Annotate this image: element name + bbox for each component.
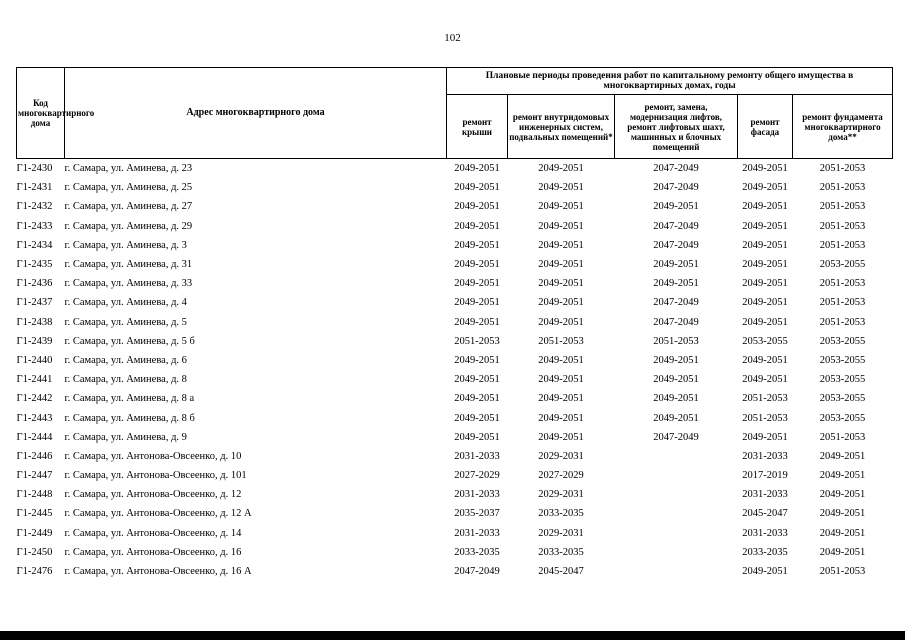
- engineering-period: 2049-2051: [538, 431, 584, 443]
- foundation-period: 2049-2051: [819, 489, 866, 501]
- engineering-period: 2029-2031: [538, 450, 584, 462]
- table-row: [17, 428, 893, 447]
- foundation-period: 2051-2053: [819, 220, 866, 232]
- engineering-period: 2049-2051: [538, 354, 584, 366]
- table-row: [17, 332, 893, 351]
- facade-period: 2053-2055: [742, 335, 788, 347]
- facade-period: 2049-2051: [742, 374, 788, 386]
- house-address: г. Самара, ул. Аминева, д. 6: [64, 354, 187, 366]
- house-code: Г1-2438: [16, 316, 53, 328]
- table-row: [17, 408, 893, 427]
- foundation-period: 2051-2053: [819, 201, 866, 213]
- elevators-period: 2049-2051: [653, 374, 699, 386]
- engineering-period: 2049-2051: [538, 182, 584, 194]
- elevators-period: 2047-2049: [653, 220, 699, 232]
- foundation-period: 2049-2051: [819, 508, 866, 520]
- engineering-period: 2033-2035: [538, 508, 584, 520]
- facade-period: 2049-2051: [742, 297, 788, 309]
- house-code: Г1-2432: [16, 201, 53, 213]
- roof-period: 2049-2051: [454, 393, 500, 405]
- engineering-period: 2049-2051: [538, 259, 584, 271]
- foundation-period: 2051-2053: [819, 278, 866, 290]
- roof-period: 2031-2033: [454, 489, 500, 501]
- foundation-period: 2049-2051: [819, 527, 866, 539]
- foundation-period: 2049-2051: [819, 450, 866, 462]
- table-row: [17, 466, 893, 485]
- facade-period: 2049-2051: [742, 316, 788, 328]
- roof-period: 2027-2029: [454, 470, 500, 482]
- facade-period: 2049-2051: [742, 259, 788, 271]
- table-row: [17, 197, 893, 216]
- table-row: [17, 485, 893, 504]
- facade-period: 2049-2051: [742, 354, 788, 366]
- roof-period: 2049-2051: [454, 278, 500, 290]
- table-row: [17, 447, 893, 466]
- house-address: г. Самара, ул. Антонова-Овсеенко, д. 16: [64, 546, 242, 558]
- roof-period: 2049-2051: [454, 316, 500, 328]
- foundation-period: 2049-2051: [819, 546, 866, 558]
- facade-period: 2031-2033: [742, 527, 788, 539]
- table-row: [17, 255, 893, 274]
- roof-period: 2049-2051: [454, 297, 500, 309]
- elevators-period: 2047-2049: [653, 239, 699, 251]
- elevators-period: 2049-2051: [653, 201, 699, 213]
- engineering-period: 2045-2047: [538, 566, 584, 578]
- engineering-period: 2029-2031: [538, 527, 584, 539]
- house-code: Г1-2450: [16, 546, 53, 558]
- house-code: Г1-2441: [16, 374, 53, 386]
- elevators-period: 2047-2049: [653, 182, 699, 194]
- house-code: Г1-2431: [16, 182, 53, 194]
- house-address: г. Самара, ул. Антонова-Овсеенко, д. 14: [64, 527, 242, 539]
- facade-period: 2051-2053: [742, 393, 788, 405]
- elevators-period: [615, 447, 738, 466]
- table-row: [17, 389, 893, 408]
- foundation-period: 2049-2051: [819, 470, 866, 482]
- house-address: г. Самара, ул. Антонова-Овсеенко, д. 101: [64, 470, 247, 482]
- house-code: Г1-2448: [16, 489, 53, 501]
- house-code: Г1-2437: [16, 297, 53, 309]
- table-row: [17, 504, 893, 523]
- facade-period: 2049-2051: [742, 239, 788, 251]
- engineering-period: 2049-2051: [538, 278, 584, 290]
- facade-period: 2049-2051: [742, 163, 788, 175]
- house-address: г. Самара, ул. Антонова-Овсеенко, д. 12 А: [64, 508, 252, 520]
- header-engineering: ремонт внутридомовых инженерных систем, подвальных помещений*: [508, 95, 615, 159]
- foundation-period: 2053-2055: [819, 354, 866, 366]
- house-code: Г1-2449: [16, 527, 53, 539]
- roof-period: 2049-2051: [454, 182, 500, 194]
- house-address: г. Самара, ул. Аминева, д. 23: [64, 163, 193, 175]
- house-address: г. Самара, ул. Антонова-Овсеенко, д. 16 А: [64, 566, 252, 578]
- engineering-period: 2029-2031: [538, 489, 584, 501]
- table-row: [17, 543, 893, 562]
- elevators-period: 2049-2051: [653, 354, 699, 366]
- house-address: г. Самара, ул. Антонова-Овсеенко, д. 12: [64, 489, 242, 501]
- foundation-period: 2053-2055: [819, 412, 866, 424]
- house-address: г. Самара, ул. Аминева, д. 31: [64, 259, 193, 271]
- house-code: Г1-2435: [16, 259, 53, 271]
- house-address: г. Самара, ул. Аминева, д. 8 б: [64, 412, 195, 424]
- engineering-period: 2049-2051: [538, 393, 584, 405]
- header-foundation: ремонт фундамента многоквартирного дома**: [793, 95, 893, 159]
- engineering-period: 2049-2051: [538, 163, 584, 175]
- table-row: [17, 217, 893, 236]
- foundation-period: 2053-2055: [819, 393, 866, 405]
- house-address: г. Самара, ул. Аминева, д. 33: [64, 278, 193, 290]
- house-address: г. Самара, ул. Аминева, д. 8 а: [64, 393, 195, 405]
- elevators-period: [615, 485, 738, 504]
- roof-period: 2031-2033: [454, 527, 500, 539]
- foundation-period: 2051-2053: [819, 297, 866, 309]
- house-code: Г1-2439: [16, 335, 53, 347]
- house-address: г. Самара, ул. Аминева, д. 8: [64, 374, 187, 386]
- house-code: Г1-2436: [16, 278, 53, 290]
- elevators-period: 2051-2053: [653, 335, 699, 347]
- engineering-period: 2049-2051: [538, 239, 584, 251]
- facade-period: 2049-2051: [742, 431, 788, 443]
- elevators-period: [615, 524, 738, 543]
- elevators-period: [615, 562, 738, 581]
- house-address: г. Самара, ул. Аминева, д. 29: [64, 220, 193, 232]
- facade-period: 2017-2019: [742, 470, 788, 482]
- roof-period: 2051-2053: [454, 335, 500, 347]
- foundation-period: 2051-2053: [819, 566, 866, 578]
- facade-period: 2049-2051: [742, 278, 788, 290]
- header-address: Адрес многоквартирного дома: [65, 68, 447, 159]
- elevators-period: 2049-2051: [653, 259, 699, 271]
- foundation-period: 2053-2055: [819, 259, 866, 271]
- house-address: г. Самара, ул. Аминева, д. 27: [64, 201, 193, 213]
- table-row: [17, 236, 893, 255]
- foundation-period: 2051-2053: [819, 239, 866, 251]
- house-code: Г1-2447: [16, 470, 53, 482]
- house-address: г. Самара, ул. Аминева, д. 4: [64, 297, 187, 309]
- elevators-period: 2047-2049: [653, 297, 699, 309]
- facade-period: 2031-2033: [742, 489, 788, 501]
- facade-period: 2049-2051: [742, 201, 788, 213]
- foundation-period: 2051-2053: [819, 431, 866, 443]
- facade-period: 2045-2047: [742, 508, 788, 520]
- house-address: г. Самара, ул. Аминева, д. 25: [64, 182, 193, 194]
- house-code: Г1-2476: [16, 566, 53, 578]
- engineering-period: 2049-2051: [538, 412, 584, 424]
- house-code: Г1-2440: [16, 354, 53, 366]
- header-code: Код многоквартирного дома: [17, 68, 65, 159]
- repair-schedule-table: [16, 67, 893, 581]
- house-code: Г1-2445: [16, 508, 53, 520]
- roof-period: 2049-2051: [454, 163, 500, 175]
- roof-period: 2049-2051: [454, 374, 500, 386]
- table-row: [17, 274, 893, 293]
- page-number: 102: [444, 32, 461, 44]
- header-planned-periods: Плановые периоды проведения работ по капитальному ремонту общего имущества в многоквартирных домах, годы: [447, 68, 893, 95]
- elevators-period: [615, 466, 738, 485]
- facade-period: 2049-2051: [742, 566, 788, 578]
- foundation-period: 2051-2053: [819, 163, 866, 175]
- table-row: [17, 524, 893, 543]
- facade-period: 2033-2035: [742, 546, 788, 558]
- house-code: Г1-2430: [16, 163, 53, 175]
- foundation-period: 2053-2055: [819, 374, 866, 386]
- facade-period: 2031-2033: [742, 450, 788, 462]
- house-address: г. Самара, ул. Аминева, д. 5 б: [64, 335, 195, 347]
- elevators-period: 2049-2051: [653, 412, 699, 424]
- header-facade: ремонт фасада: [738, 95, 793, 159]
- roof-period: 2047-2049: [454, 566, 500, 578]
- elevators-period: [615, 543, 738, 562]
- roof-period: 2049-2051: [454, 220, 500, 232]
- engineering-period: 2049-2051: [538, 297, 584, 309]
- elevators-period: 2049-2051: [653, 393, 699, 405]
- roof-period: 2049-2051: [454, 431, 500, 443]
- engineering-period: 2049-2051: [538, 201, 584, 213]
- header-roof: ремонт крыши: [447, 95, 508, 159]
- house-address: г. Самара, ул. Аминева, д. 3: [64, 239, 187, 251]
- house-code: Г1-2443: [16, 412, 53, 424]
- engineering-period: 2033-2035: [538, 546, 584, 558]
- roof-period: 2035-2037: [454, 508, 500, 520]
- house-address: г. Самара, ул. Антонова-Овсеенко, д. 10: [64, 450, 242, 462]
- foundation-period: 2051-2053: [819, 182, 866, 194]
- table-row: [17, 159, 893, 179]
- house-address: г. Самара, ул. Аминева, д. 5: [64, 316, 187, 328]
- table-row: [17, 562, 893, 581]
- house-address: г. Самара, ул. Аминева, д. 9: [64, 431, 187, 443]
- table-row: [17, 370, 893, 389]
- elevators-period: 2047-2049: [653, 163, 699, 175]
- facade-period: 2049-2051: [742, 220, 788, 232]
- table-body: [17, 159, 893, 582]
- house-code: Г1-2433: [16, 220, 53, 232]
- roof-period: 2049-2051: [454, 354, 500, 366]
- table-row: [17, 293, 893, 312]
- engineering-period: 2051-2053: [538, 335, 584, 347]
- elevators-period: 2047-2049: [653, 316, 699, 328]
- elevators-period: 2049-2051: [653, 278, 699, 290]
- engineering-period: 2049-2051: [538, 374, 584, 386]
- engineering-period: 2049-2051: [538, 220, 584, 232]
- elevators-period: [615, 504, 738, 523]
- header-elevators: ремонт, замена, модернизация лифтов, ремонт лифтовых шахт, машинных и блочных помещений: [615, 95, 738, 159]
- elevators-period: 2047-2049: [653, 431, 699, 443]
- engineering-period: 2049-2051: [538, 316, 584, 328]
- roof-period: 2049-2051: [454, 259, 500, 271]
- foundation-period: 2053-2055: [819, 335, 866, 347]
- roof-period: 2049-2051: [454, 412, 500, 424]
- roof-period: 2031-2033: [454, 450, 500, 462]
- roof-period: 2033-2035: [454, 546, 500, 558]
- roof-period: 2049-2051: [454, 201, 500, 213]
- house-code: Г1-2446: [16, 450, 53, 462]
- page-bottom-border: [0, 631, 905, 640]
- roof-period: 2049-2051: [454, 239, 500, 251]
- table-row: [17, 178, 893, 197]
- house-code: Г1-2434: [16, 239, 53, 251]
- table-row: [17, 351, 893, 370]
- facade-period: 2049-2051: [742, 182, 788, 194]
- facade-period: 2051-2053: [742, 412, 788, 424]
- table-row: [17, 313, 893, 332]
- house-code: Г1-2442: [16, 393, 53, 405]
- house-code: Г1-2444: [16, 431, 53, 443]
- foundation-period: 2051-2053: [819, 316, 866, 328]
- engineering-period: 2027-2029: [538, 470, 584, 482]
